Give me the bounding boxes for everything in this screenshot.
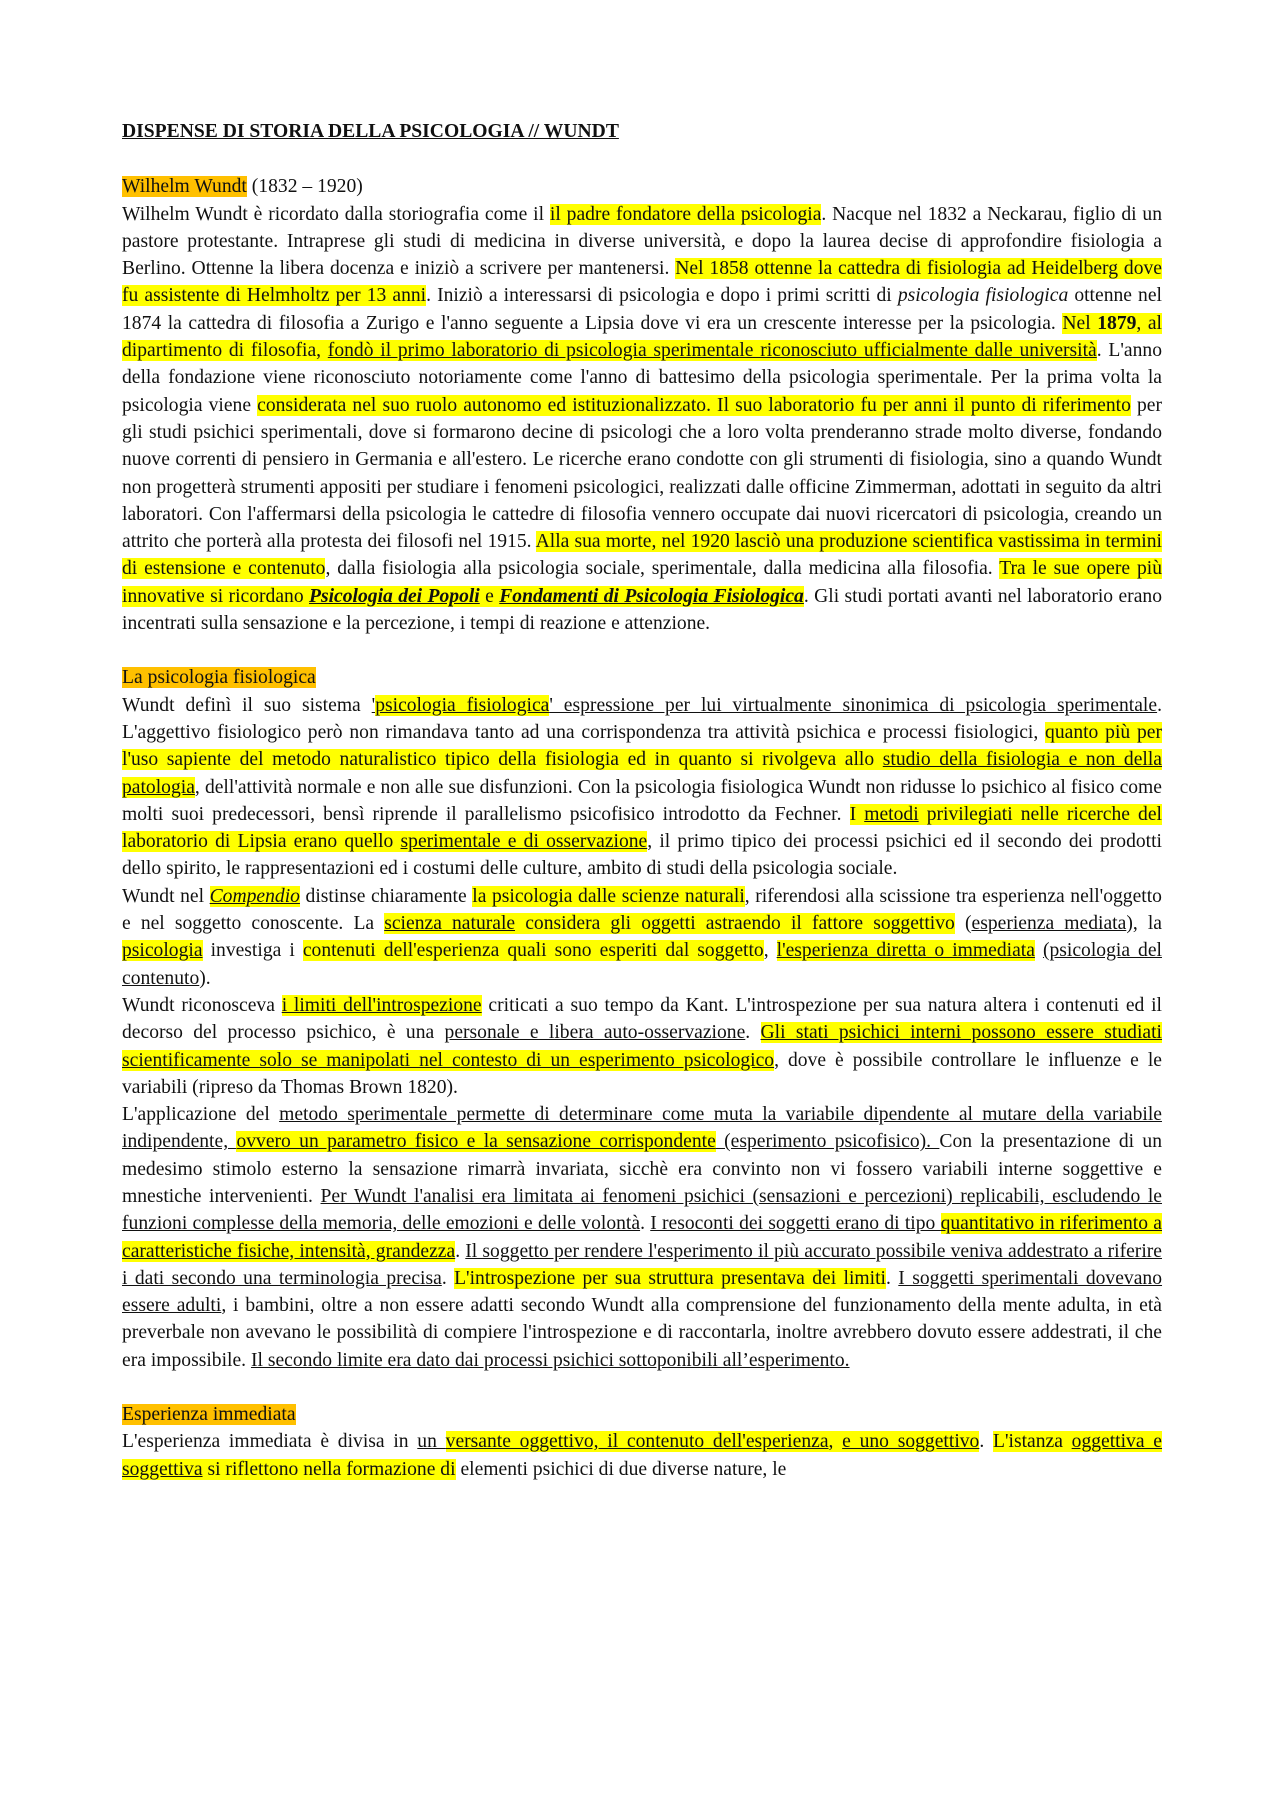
- highlighted-text: Fondamenti di Psicologia Fisiologica: [499, 585, 804, 607]
- heading-run: Wilhelm Wundt: [122, 176, 247, 198]
- highlighted-text: ,: [828, 1431, 843, 1453]
- highlighted-text: 1879: [1097, 312, 1137, 334]
- highlighted-text: l'esperienza diretta o immediata: [776, 940, 1035, 962]
- text-run: , i bambini, oltre a non essere adatti secondo Wundt alla comprensione del funzionamento della mente adulta, in età preverbale non avevano le possibilità di compiere l'introspezione e di raccontarla, inoltre avrebbero dovuto essere addestrati, il che era impossibile.: [122, 1295, 1163, 1371]
- text-run: , dove è possibile controllare le influenze e le variabili (ripreso da Thomas Brown 1820).: [122, 1049, 1162, 1098]
- section-heading: [122, 173, 1162, 200]
- highlighted-text: L'introspezione per sua struttura presentava dei limiti: [454, 1267, 887, 1289]
- text-run: elementi psichici di due diverse nature, le: [455, 1458, 787, 1480]
- document-page: [122, 118, 1162, 1483]
- highlighted-text: quantitativo in riferimento a caratteristiche fisiche, intensità, grandezza: [122, 1213, 1162, 1262]
- paragraph: [122, 692, 1162, 883]
- text-run: Il soggetto per rendere l'esperimento il più accurato possibile veniva addestrato a riferire i dati secondo una terminologia precisa: [122, 1240, 1162, 1289]
- highlighted-text: si riflettono nella formazione di: [202, 1458, 456, 1480]
- text-run: Il secondo limite era dato dai processi psichici sottoponibili all’esperimento.: [250, 1349, 850, 1371]
- text-run: metodo sperimentale permette di determinare come muta la variabile dipendente al mutare della variabile indipendente,: [122, 1104, 1162, 1153]
- text-run: Wilhelm Wundt è ricordato dalla storiografia come il: [122, 203, 550, 225]
- highlighted-text: I: [849, 803, 865, 825]
- text-run: ottenne nel 1874 la cattedra di filosofia a Zurigo e l'anno seguente a Lipsia dove vi era un crescente interesse per la psicologia.: [122, 285, 1162, 334]
- section-spacer: [122, 637, 1162, 664]
- text-run: Per Wundt l'analisi era limitata ai fenomeni psichici (sensazioni e percezioni) replicabili, escludendo le funzioni complesse della memoria, delle emozioni e delle volontà: [122, 1185, 1162, 1235]
- text-run: . Iniziò a interessarsi di psicologia e dopo i primi scritti di: [426, 285, 898, 307]
- paragraph: [122, 1428, 1162, 1483]
- highlighted-text: considerata nel suo ruolo autonomo ed istituzionalizzato. Il suo laboratorio fu per anni il punto di riferimento: [257, 394, 1131, 416]
- document-title: DISPENSE DI STORIA DELLA PSICOLOGIA // WUNDT: [122, 121, 619, 142]
- highlighted-text: Alla sua morte, nel 1920 lasciò una produzione scientifica vastissima in termini di estensione e contenuto: [122, 531, 1162, 580]
- text-run: ' espressione per lui virtualmente sinonimica di psicologia sperimentale: [549, 694, 1158, 716]
- text-run: esperienza mediata: [971, 913, 1127, 935]
- highlighted-text: Gli stati psichici interni possono essere studiati scientificamente solo se manipolati nel contesto di un esperimento psicologico: [122, 1022, 1162, 1071]
- highlighted-text: il padre fondatore della psicologia: [549, 203, 822, 225]
- text-run: (: [954, 913, 972, 935]
- highlighted-text: Nel 1858 ottenne la cattedra di fisiologia ad Heidelberg dove fu assistente di Helmholtz per 13 anni: [122, 258, 1162, 307]
- highlighted-text: Nel: [1062, 312, 1098, 334]
- text-run: investiga i: [202, 940, 303, 962]
- section: [122, 1401, 1162, 1483]
- text-run: I soggetti sperimentali dovevano essere adulti: [122, 1267, 1163, 1317]
- text-run: .: [745, 1022, 761, 1044]
- text-run: .: [640, 1213, 651, 1235]
- text-run: . Gli studi portati avanti nel laboratorio erano incentrati sulla sensazione e la percezione, i tempi di reazione e attenzione.: [122, 585, 1162, 635]
- text-run: per gli studi psichici sperimentali, dove si formarono decine di psicologi che a loro volta prenderanno strade molto diverse, fondando nuove correnti di pensiero in Germania e all'estero. Le ricerche erano condotte con gli strumenti di fisiologia, sino a quando Wundt non progetterà strumenti appositi per studiare i fenomeni psicologici, realizzati dalle officine Zimmerman, adottati in seguito da altri laboratori. Con l'affermarsi della psicologia le cattedre di filosofia vennero occupate dai nuovi ricercatori di psicologia, creando un attrito che porterà alla protesta dei filosofi nel 1915.: [122, 394, 1163, 553]
- highlighted-text: la psicologia dalle scienze naturali: [472, 885, 745, 907]
- heading-run: (1832 – 1920): [246, 176, 363, 198]
- text-run: .: [441, 1267, 455, 1289]
- text-run: Wundt riconosceva: [122, 994, 282, 1016]
- highlighted-text: psicologia: [122, 940, 203, 962]
- highlighted-text: oggettiva e soggettiva: [122, 1431, 1162, 1480]
- paragraph: [122, 201, 1162, 638]
- paragraph: [122, 992, 1162, 1101]
- highlighted-text: L'istanza: [993, 1431, 1072, 1453]
- text-run: Con la presentazione di un medesimo stimolo esterno la sensazione rimarrà invariata, sicchè era convinto non vi fossero variabili interne soggettive e mnestiche intervenienti.: [122, 1131, 1163, 1207]
- heading-run: La psicologia fisiologica: [122, 667, 316, 689]
- text-run: . Nacque nel 1832 a Neckarau, figlio di un pastore protestante. Intraprese gli studi di medicina in diverse università, e dopo la laurea decise di approfondire fisiologia a Berlino. Ottenne la libera docenza e iniziò a scrivere per mantenersi.: [122, 203, 1163, 280]
- text-run: . L'anno della fondazione viene riconosciuto notoriamente come l'anno di battesimo della psicologia sperimentale. Per la prima volta la psicologia viene: [122, 340, 1162, 416]
- text-run: .: [886, 1267, 899, 1289]
- highlighted-text: ovvero un parametro fisico e la sensazione corrispondente: [236, 1131, 716, 1153]
- text-run: . L'aggettivo fisiologico però non rimandava tanto ad una corrispondenza tra attività psichica e processi fisiologici,: [122, 694, 1162, 743]
- text-run: Wundt definì il suo sistema: [122, 694, 372, 716]
- highlighted-text: contenuti dell'esperienza quali sono esperiti dal soggetto: [302, 940, 764, 962]
- text-run: L'esperienza immediata è divisa in: [122, 1431, 418, 1453]
- highlighted-text: e: [479, 585, 500, 607]
- text-run: .: [979, 1431, 993, 1453]
- document-body: [122, 173, 1162, 1483]
- highlighted-text: psicologia fisiologica: [375, 694, 550, 716]
- text-run: , dell'attività normale e non alle sue disfunzioni. Con la psicologia fisiologica Wundt non ridusse lo psichico al fisico come molti suoi predecessori, bensì riprende il parallelismo psicofisico introdotto da Fechner.: [122, 776, 1162, 825]
- text-run: distinse chiaramente: [299, 885, 473, 907]
- highlighted-text: Psicologia dei Popoli: [309, 585, 480, 607]
- section: [122, 173, 1162, 637]
- highlighted-text: e uno soggettivo: [842, 1431, 980, 1453]
- highlighted-text: quanto più per l'uso sapiente del metodo naturalistico tipico della fisiologia ed in quanto si rivolgeva allo: [122, 721, 1162, 771]
- text-run: (psicologia del contenuto: [122, 940, 1162, 989]
- highlighted-text: considera gli oggetti astraendo il fattore soggettivo: [515, 913, 955, 935]
- text-run: , dalla fisiologia alla psicologia sociale, sperimentale, dalla medicina alla filosofia.: [325, 558, 1000, 580]
- text-run: psicologia fisiologica: [897, 285, 1069, 307]
- paragraph: [122, 883, 1162, 992]
- text-run: ).: [199, 967, 211, 989]
- text-run: (esperimento psicofisico).: [715, 1131, 940, 1153]
- highlighted-text: sperimentale e di osservazione: [400, 831, 648, 853]
- text-run: ), la: [1126, 913, 1162, 935]
- highlighted-text: fondò il primo laboratorio di psicologia sperimentale riconosciuto ufficialmente dalle università: [327, 340, 1097, 362]
- section: [122, 664, 1162, 1374]
- section-heading: [122, 664, 1162, 691]
- text-run: .: [455, 1240, 466, 1262]
- highlighted-text: Tra le sue opere più innovative si ricordano: [122, 558, 1162, 607]
- highlighted-text: scienza naturale: [384, 913, 516, 935]
- text-run: [1035, 940, 1043, 961]
- highlighted-text: privilegiati nelle ricerche del laboratorio di Lipsia erano quello: [122, 803, 1162, 853]
- text-run: I resoconti dei soggetti erano di tipo: [650, 1213, 941, 1235]
- highlighted-text: Compendio: [209, 885, 300, 907]
- highlighted-text: i limiti dell'introspezione: [281, 994, 482, 1016]
- text-run: personale e libera auto-osservazione: [444, 1022, 746, 1044]
- heading-run: Esperienza immediata: [122, 1404, 296, 1426]
- paragraph: [122, 1101, 1162, 1374]
- text-run: criticati a suo tempo da Kant. L'introspezione per sua natura altera i contenuti ed il decorso del processo psichico, è una: [122, 994, 1162, 1044]
- highlighted-text: metodi: [864, 803, 919, 825]
- highlighted-text: studio della fisiologia e non della patologia: [122, 749, 1162, 798]
- text-run: un: [417, 1431, 446, 1453]
- text-run: , riferendosi alla scissione tra esperienza nell'oggetto e nel soggetto conoscente. La: [122, 885, 1162, 935]
- highlighted-text: versante oggettivo, il contenuto dell'esperienza: [445, 1431, 829, 1453]
- text-run: Wundt nel: [122, 885, 210, 907]
- section-heading: [122, 1401, 1162, 1428]
- text-run: , il primo tipico dei processi psichici ed il secondo dei prodotti dello spirito, le rappresentazioni ed i costumi delle culture, ambito di studi della psicologia sociale.: [122, 831, 1162, 880]
- text-run: L'applicazione del: [122, 1104, 280, 1126]
- highlighted-text: , al dipartimento di filosofia,: [122, 312, 1162, 362]
- text-run: ': [371, 694, 376, 716]
- text-run: ,: [763, 940, 777, 962]
- section-spacer: [122, 1374, 1162, 1401]
